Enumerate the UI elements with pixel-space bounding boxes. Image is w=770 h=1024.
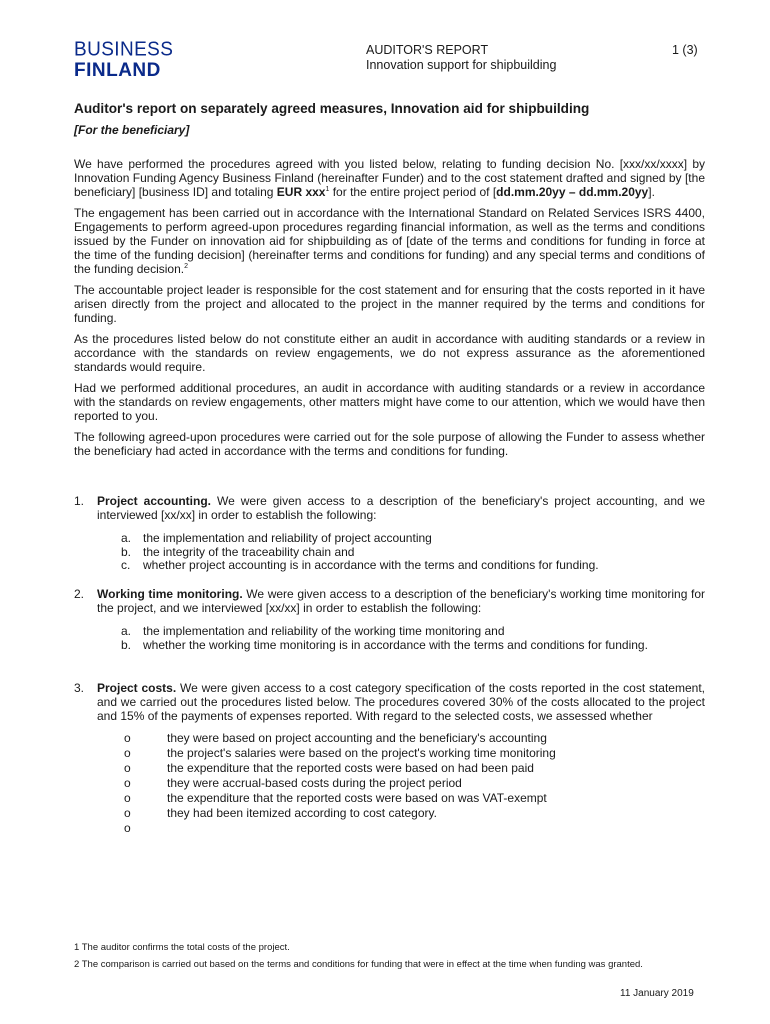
list-item: o the expenditure that the reported costs were based on was VAT-exempt [124,790,547,805]
procedure-sublist [97,625,705,652]
footer-date: 11 January 2019 [620,988,694,999]
logo-line-2: FINLAND [74,60,161,81]
list-item: o the project's salaries were based on the project's working time monitoring [124,745,556,760]
procedure-bullet-list [97,731,705,836]
procedure-item: 2. Working time monitoring. We were given access to a description of the beneficiary's working time monitoring for the project, and we interviewed [xx/xx] in order to establish the following: a. the implementation and reliability of the working time monitoring and b. whether the working time monitoring is in accordance with the terms and conditions for funding. [74,587,705,652]
project-period: dd.mm.20yy – dd.mm.20yy [496,185,649,199]
procedure-item: 1. Project accounting. We were given access to a description of the beneficiary's project accounting, and we interviewed [xx/xx] in order to establish the following: a. the implementation and reliability of project accounting b. the integrity of the traceability chain and c. whether project accounting is in accordance with the terms and conditions for funding. [74,494,705,573]
total-amount: EUR xxx [276,185,326,199]
page-number: 1 (3) [672,43,698,57]
responsibility-paragraph: The accountable project leader is responsible for the cost statement and for ensuring that the costs reported in it have arisen directly from the project and allocated to the project in the manner required by the terms and conditions for funding. [74,283,705,325]
footnote-2: 2 The comparison is carried out based on the terms and conditions for funding that were in effect at the time when funding was granted. [74,959,643,970]
engagement-paragraph: The engagement has been carried out in accordance with the International Standard on Related Services ISRS 4400, Engagements to perform agreed-upon procedures regarding financial information, as well as the terms and conditions issued by the Funder on innovation aid for shipbuilding as of [date of the terms and conditions for funding in force at the time of the funding decision] (hereinafter terms and conditions for funding) and any special terms and conditions of the funding decision.$^2$ [74,206,705,276]
footnote-1: 1 The auditor confirms the total costs of the project. [74,942,290,953]
list-item: o they were based on project accounting and the beneficiary's accounting [124,730,547,745]
list-item: o they had been itemized according to cost category. [124,805,437,820]
document-body [74,100,705,836]
procedure-sublist [97,532,705,573]
assurance-paragraph: As the procedures listed below do not constitute either an audit in accordance with auditing standards or a review in accordance with the standards on review engagements, we do not express assurance as the aforementioned standards would require. [74,332,705,374]
page-title: Auditor's report on separately agreed measures, Innovation aid for shipbuilding [74,101,590,116]
procedure-heading: Project costs. [97,680,177,695]
list-item: a. the implementation and reliability of the working time monitoring and [121,624,505,639]
purpose-paragraph: The following agreed-upon procedures were carried out for the sole purpose of allowing the Funder to assess whether the beneficiary had acted in accordance with the terms and conditions for funding. [74,430,705,458]
list-item: b. whether the working time monitoring is in accordance with the terms and conditions for funding. [121,637,648,652]
procedure-heading: Project accounting. [97,494,211,508]
list-item: o they were accrual-based costs during the project period [124,775,462,790]
logo-line-1: BUSINESS [74,38,174,61]
additional-procedures-paragraph: Had we performed additional procedures, an audit in accordance with auditing standards or a review in accordance with the standards on review engagements, other matters might have come to our attention, which we would have then reported to you. [74,381,705,423]
list-item: a. the implementation and reliability of project accounting [121,531,432,545]
report-title: AUDITOR'S REPORT [366,43,489,57]
procedures-list [74,494,705,836]
footnote-ref-2: 2 [184,263,188,270]
page-subtitle: [For the beneficiary] [74,123,190,137]
business-finland-logo [74,40,173,80]
procedure-item: 3. Project costs. We were given access to a cost category specification of the costs reported in the cost statement, and we carried out the procedures listed below. The procedures covered 30% of the costs allocated to the project and 15% of the payments of expenses reported. With regard to the selected costs, we assessed whether o they were based on project accounting and the beneficiary's accounting o the project's salaries were based on the project's working time monitoring o the expenditure that the reported costs were based on had been paid o they were accrual-based costs during the project period o the expenditure that the reported costs were based on was VAT-exempt o they had been itemized according to cost category. o [74,680,705,835]
report-header [366,43,556,73]
intro-paragraph: We have performed the procedures agreed with you listed below, relating to funding decision No. [xxx/xx/xxxx] by Innovation Funding Agency Business Finland (hereinafter Funder) and to the cost statement drafted and signed by [the beneficiary] [business ID] and totaling EUR xxx$^1$ for the entire project period of [dd.mm.20yy – dd.mm.20yy]. [74,157,705,199]
list-item: o [124,820,131,835]
report-subtitle: Innovation support for shipbuilding [366,58,557,72]
list-item: b. the integrity of the traceability chain and [121,544,355,559]
list-item: c. whether project accounting is in accordance with the terms and conditions for funding. [121,558,599,573]
list-item: o the expenditure that the reported costs were based on had been paid [124,760,534,775]
procedure-heading: Working time monitoring. [97,587,243,602]
footnote-ref-1: 1 [325,186,330,193]
